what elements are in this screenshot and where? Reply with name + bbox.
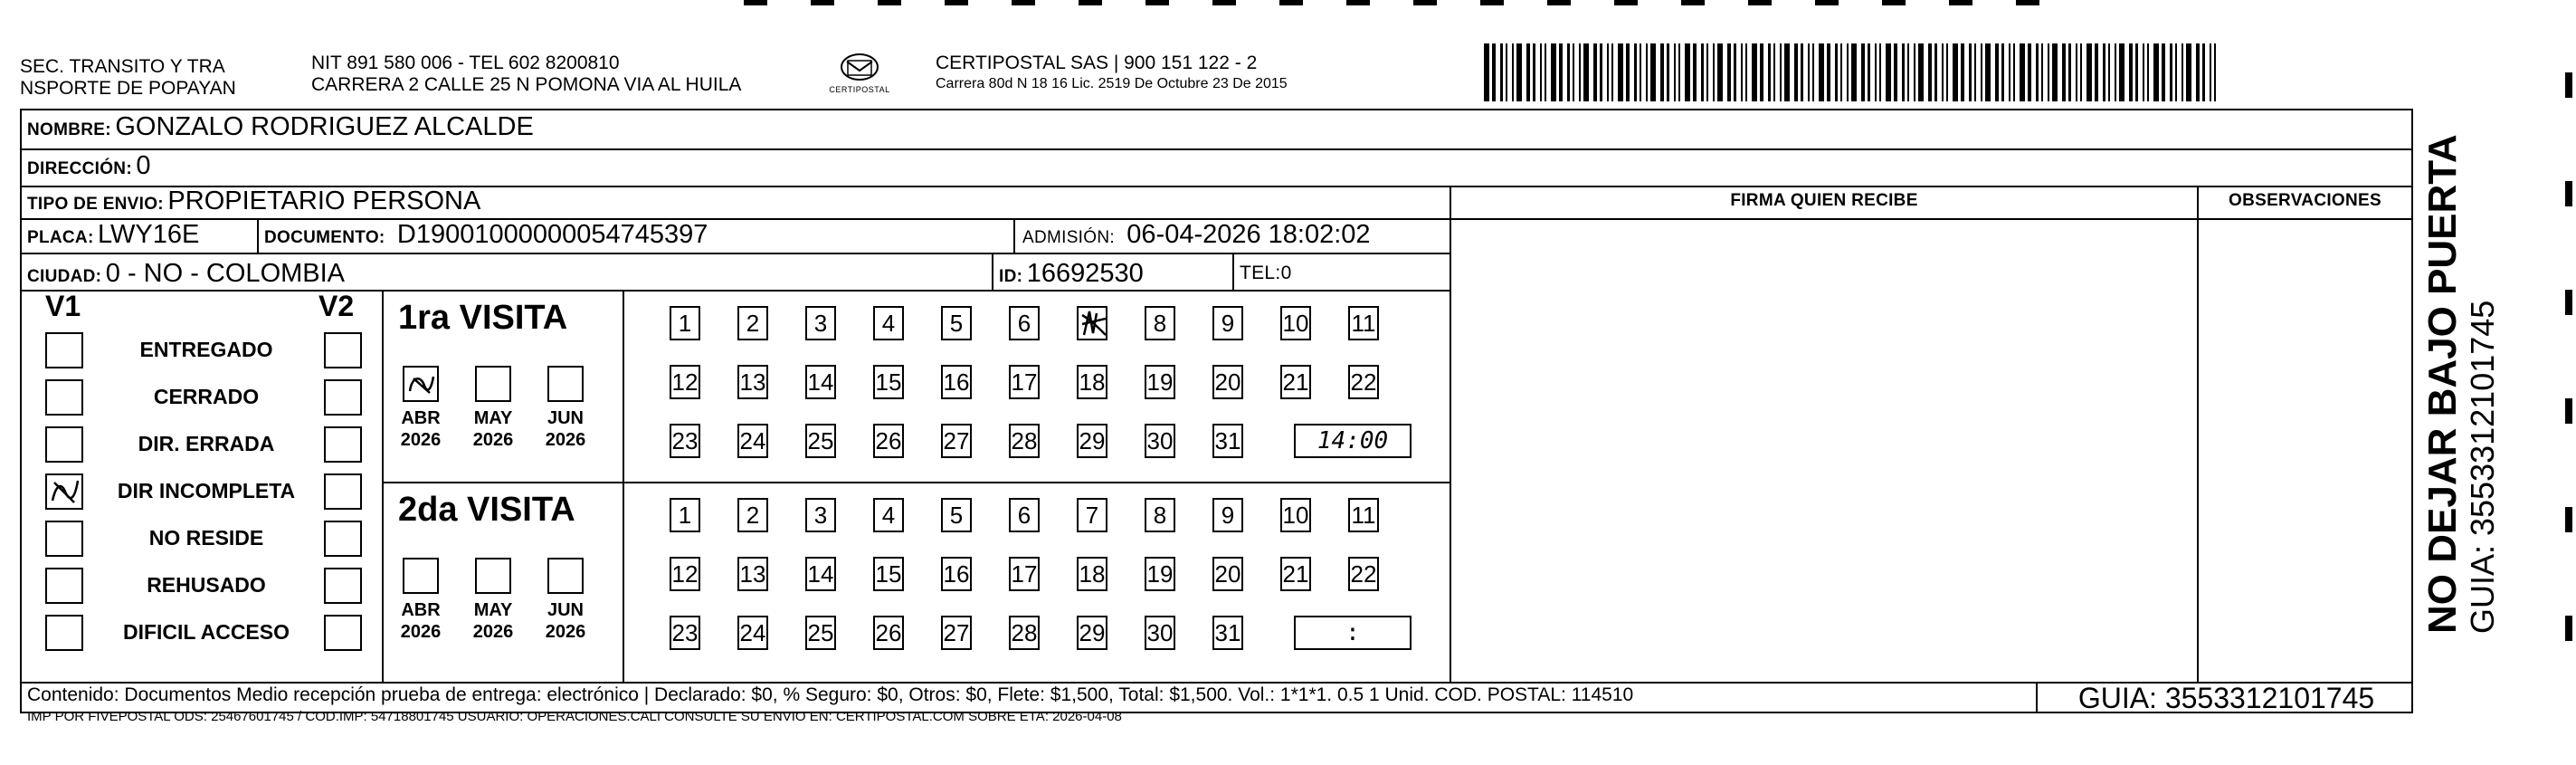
side-text bbox=[2421, 54, 2501, 634]
barcode-bar bbox=[1934, 43, 1937, 101]
barcode-bar bbox=[2080, 43, 2082, 101]
barcode-bar bbox=[2062, 43, 2066, 101]
barcode-bar bbox=[2048, 43, 2049, 101]
perforation-dash bbox=[1480, 0, 1504, 5]
barcode-bar bbox=[1618, 43, 1623, 101]
barcode-bar bbox=[1626, 43, 1630, 101]
barcode-bar bbox=[1827, 43, 1830, 101]
admision-value: 06-04-2026 18:02:02 bbox=[1126, 220, 1371, 249]
direccion-label: DIRECCIÓN: bbox=[27, 159, 132, 178]
barcode-bar bbox=[1667, 43, 1669, 101]
status-reason-label: DIR INCOMPLETA bbox=[117, 479, 296, 502]
v1-label: V1 bbox=[45, 290, 81, 322]
barcode-bar bbox=[2068, 43, 2071, 101]
perforation-dash bbox=[1079, 0, 1102, 5]
status-reason-label: CERRADO bbox=[153, 385, 260, 408]
edge-mark bbox=[2565, 181, 2572, 206]
barcode-bar bbox=[1701, 43, 1704, 101]
day-box[interactable]: 16 bbox=[941, 557, 972, 591]
day-box[interactable]: 15 bbox=[873, 557, 904, 591]
perforation-dash bbox=[1949, 0, 1972, 5]
day-box[interactable]: 7 bbox=[1077, 498, 1107, 532]
v2-checkbox[interactable] bbox=[324, 332, 362, 368]
nit-block bbox=[311, 53, 741, 96]
barcode-bar bbox=[1918, 43, 1924, 101]
barcode-bar bbox=[1974, 43, 1976, 101]
nit-line-2: CARRERA 2 CALLE 25 N POMONA VIA AL HUILA bbox=[311, 74, 742, 95]
status-reason-label: NO RESIDE bbox=[148, 526, 264, 550]
perforation-dash bbox=[1346, 0, 1370, 5]
id-label: ID: bbox=[999, 267, 1023, 286]
day-box[interactable]: 29 bbox=[1077, 616, 1107, 650]
barcode-bar bbox=[1551, 43, 1556, 101]
day-box[interactable]: 2 bbox=[737, 498, 768, 532]
barcode-bar bbox=[1861, 43, 1865, 101]
barcode-bar bbox=[1801, 43, 1803, 101]
footer-line-1: Contenido: Documentos Medio recepción prueba de entrega: electrónico | Declarado: $0, % Seguro: $0, Otros: $0, Flete: $1,500, Total: $1,500. Vol.: 1*1*1. 0.5 1 Unid. COD. POSTAL: 114510 bbox=[27, 684, 1634, 705]
day-box[interactable]: 19 bbox=[1145, 365, 1175, 399]
day-box[interactable]: 5 bbox=[941, 498, 972, 532]
v2-checkbox[interactable] bbox=[324, 379, 362, 416]
barcode-bar bbox=[1706, 43, 1708, 101]
visit-time-field[interactable]: 14:00 bbox=[1294, 424, 1412, 458]
v1-checkbox[interactable] bbox=[45, 426, 83, 463]
day-box[interactable]: 11 bbox=[1348, 306, 1379, 340]
barcode-bar bbox=[1741, 43, 1743, 101]
perforation-dash bbox=[1614, 0, 1638, 5]
month-year: 2026 bbox=[472, 622, 514, 642]
barcode-bar bbox=[1579, 43, 1581, 101]
side-warning: NO DEJAR BAJO PUERTA bbox=[2420, 134, 2465, 634]
footer-line-2: IMP POR FIVEPOSTAL ODS: 25467601745 / COD.IMP: 54718801745 USUARIO: OPERACIONES.CALI CONSULTE SU ENVIO EN: CERTIPOSTAL.COM SOBRE ETA: 2026-04-08 bbox=[27, 709, 1122, 724]
day-box[interactable]: 19 bbox=[1145, 557, 1175, 591]
sender-block bbox=[20, 56, 236, 100]
barcode-bar bbox=[2028, 43, 2031, 101]
day-box[interactable]: 9 bbox=[1212, 306, 1243, 340]
barcode-bar bbox=[1500, 43, 1503, 101]
placa-cell bbox=[27, 220, 199, 250]
handwritten-mark-icon bbox=[404, 368, 437, 400]
barcode-bar bbox=[1819, 43, 1824, 101]
barcode-bar bbox=[1526, 43, 1530, 101]
month-name: MAY bbox=[473, 408, 513, 428]
v2-label: V2 bbox=[318, 290, 355, 322]
barcode-bar bbox=[2153, 43, 2159, 101]
barcode-bar bbox=[2196, 43, 2200, 101]
month-name: ABR bbox=[401, 600, 441, 620]
month-year: 2026 bbox=[400, 430, 442, 450]
barcode-bar bbox=[1928, 43, 1932, 101]
ciudad-value: 0 - NO - COLOMBIA bbox=[105, 259, 346, 288]
month-checkbox[interactable] bbox=[403, 558, 439, 594]
documento-label: DOCUMENTO: bbox=[264, 228, 385, 247]
barcode-bar bbox=[2103, 43, 2105, 101]
nombre-label: NOMBRE: bbox=[27, 120, 111, 139]
day-box[interactable]: 13 bbox=[737, 365, 768, 399]
barcode-bar bbox=[1914, 43, 1915, 101]
barcode-bar bbox=[2020, 43, 2025, 101]
day-box[interactable]: 10 bbox=[1280, 306, 1311, 340]
certipostal-logo bbox=[814, 47, 905, 101]
day-box[interactable]: 10 bbox=[1280, 498, 1311, 532]
month-checkbox[interactable] bbox=[403, 366, 439, 402]
barcode-bar bbox=[2214, 43, 2216, 101]
day-box[interactable]: 22 bbox=[1348, 557, 1379, 591]
v2-checkbox[interactable] bbox=[324, 615, 362, 651]
barcode-bar bbox=[2186, 43, 2191, 101]
v1-checkbox[interactable] bbox=[45, 379, 83, 416]
status-reason-label: DIR. ERRADA bbox=[138, 432, 275, 455]
day-box[interactable]: 16 bbox=[941, 365, 972, 399]
day-box[interactable]: 5 bbox=[941, 306, 972, 340]
barcode-bar bbox=[1953, 43, 1958, 101]
nombre-row bbox=[27, 112, 534, 147]
barcode-bar bbox=[1593, 43, 1597, 101]
ciudad-cell bbox=[27, 259, 345, 289]
month-label bbox=[394, 407, 448, 451]
barcode-bar bbox=[1879, 43, 1881, 101]
tel-label: TEL: bbox=[1240, 263, 1281, 283]
barcode-bar bbox=[1875, 43, 1877, 101]
barcode-bar bbox=[2009, 43, 2010, 101]
barcode-graphic bbox=[1484, 43, 2224, 101]
barcode-bar bbox=[2129, 43, 2133, 101]
barcode-bar bbox=[2119, 43, 2124, 101]
day-box[interactable]: 9 bbox=[1212, 498, 1243, 532]
v2-checkbox[interactable] bbox=[324, 568, 362, 604]
ciudad-label: CIUDAD: bbox=[27, 267, 102, 286]
barcode-bar bbox=[1545, 43, 1546, 101]
v1-checkbox[interactable] bbox=[45, 521, 83, 557]
perforation-dash bbox=[744, 0, 767, 5]
day-box[interactable]: 4 bbox=[873, 306, 904, 340]
barcode-bar bbox=[1559, 43, 1563, 101]
barcode-bar bbox=[1969, 43, 1972, 101]
barcode-bar bbox=[2175, 43, 2177, 101]
placa-value: LWY16E bbox=[98, 220, 200, 249]
barcode-bar bbox=[1533, 43, 1535, 101]
tipo-label: TIPO DE ENVIO: bbox=[27, 195, 164, 214]
day-box[interactable]: 25 bbox=[805, 424, 836, 458]
day-box[interactable]: 15 bbox=[873, 365, 904, 399]
day-box[interactable]: 6 bbox=[1009, 498, 1040, 532]
perforation-dash bbox=[1145, 0, 1169, 5]
barcode-bar bbox=[2135, 43, 2138, 101]
month-name: ABR bbox=[401, 408, 441, 428]
month-name: JUN bbox=[547, 408, 584, 428]
day-box[interactable]: 13 bbox=[737, 557, 768, 591]
day-box[interactable] bbox=[1077, 306, 1107, 340]
day-box[interactable]: 24 bbox=[737, 424, 768, 458]
id-cell bbox=[999, 259, 1144, 289]
logo-text: CERTIPOSTAL bbox=[829, 85, 890, 94]
perforation-dash bbox=[878, 0, 901, 5]
barcode-bar bbox=[2202, 43, 2205, 101]
day-box[interactable]: 20 bbox=[1212, 365, 1243, 399]
day-box[interactable]: 24 bbox=[737, 616, 768, 650]
documento-value: D19001000000054745397 bbox=[396, 220, 708, 249]
month-year: 2026 bbox=[545, 622, 586, 642]
company-line-1: CERTIPOSTAL SAS | 900 151 122 - 2 bbox=[936, 53, 1258, 73]
barcode-bar bbox=[1942, 43, 1944, 101]
day-box[interactable]: 6 bbox=[1009, 306, 1040, 340]
v1-checkbox[interactable] bbox=[45, 568, 83, 604]
day-box[interactable]: 2 bbox=[737, 306, 768, 340]
v1-checkbox[interactable] bbox=[45, 332, 83, 368]
perforation-dash bbox=[1279, 0, 1303, 5]
month-name: JUN bbox=[547, 600, 584, 620]
barcode-bar bbox=[1752, 43, 1757, 101]
month-year: 2026 bbox=[472, 430, 514, 450]
sender-line-2: NSPORTE DE POPAYAN bbox=[20, 78, 236, 99]
day-box[interactable]: 23 bbox=[670, 616, 700, 650]
barcode-bar bbox=[2036, 43, 2039, 101]
tel-cell bbox=[1240, 263, 1291, 284]
barcode-bar bbox=[1540, 43, 1542, 101]
barcode-bar bbox=[2147, 43, 2149, 101]
edge-mark bbox=[2565, 398, 2572, 424]
observaciones-label: OBSERVACIONES bbox=[2229, 191, 2381, 210]
day-box[interactable]: 11 bbox=[1348, 498, 1379, 532]
day-box[interactable]: 22 bbox=[1348, 365, 1379, 399]
v1-checkbox[interactable] bbox=[45, 615, 83, 651]
day-box[interactable]: 21 bbox=[1280, 365, 1311, 399]
barcode-bar bbox=[1640, 43, 1641, 101]
admision-label: ADMISIÓN: bbox=[1022, 228, 1115, 247]
status-reason-label: DIFICIL ACCESO bbox=[122, 620, 290, 644]
barcode-bar bbox=[1660, 43, 1664, 101]
sender-line-1: SEC. TRANSITO Y TRA bbox=[20, 56, 225, 77]
perforation-dash bbox=[1547, 0, 1571, 5]
barcode-bar bbox=[1985, 43, 1991, 101]
id-value: 16692530 bbox=[1026, 259, 1144, 288]
barcode-bar bbox=[2182, 43, 2183, 101]
day-box[interactable]: 28 bbox=[1009, 424, 1040, 458]
month-label bbox=[466, 599, 520, 643]
day-box[interactable]: 1 bbox=[670, 306, 700, 340]
tipo-value: PROPIETARIO PERSONA bbox=[167, 186, 481, 215]
barcode-bar bbox=[1902, 43, 1905, 101]
perforation-dash bbox=[1815, 0, 1839, 5]
day-box[interactable]: 12 bbox=[670, 557, 700, 591]
day-box[interactable]: 21 bbox=[1280, 557, 1311, 591]
barcode-bar bbox=[1907, 43, 1909, 101]
day-box[interactable]: 18 bbox=[1077, 557, 1107, 591]
barcode-bar bbox=[2162, 43, 2165, 101]
firma-label: FIRMA QUIEN RECIBE bbox=[1730, 191, 1918, 210]
barcode-bar bbox=[2086, 43, 2092, 101]
barcode-bar bbox=[1894, 43, 1897, 101]
v2-checkbox[interactable] bbox=[324, 473, 362, 510]
month-year: 2026 bbox=[400, 622, 442, 642]
month-checkbox[interactable] bbox=[547, 366, 584, 402]
barcode-bar bbox=[1674, 43, 1676, 101]
barcode-bar bbox=[1847, 43, 1849, 101]
day-box[interactable]: 30 bbox=[1145, 424, 1175, 458]
handwritten-mark-icon bbox=[47, 475, 81, 508]
day-box[interactable]: 31 bbox=[1212, 616, 1243, 650]
barcode-bar bbox=[2041, 43, 2043, 101]
barcode-bar bbox=[1745, 43, 1747, 101]
barcode-bar bbox=[1794, 43, 1798, 101]
barcode-bar bbox=[1784, 43, 1790, 101]
day-box[interactable]: 28 bbox=[1009, 616, 1040, 650]
visit-time-field[interactable]: : bbox=[1294, 616, 1412, 650]
day-box[interactable]: 27 bbox=[941, 424, 972, 458]
day-box[interactable]: 23 bbox=[670, 424, 700, 458]
nit-line-1: NIT 891 580 006 - TEL 602 8200810 bbox=[311, 53, 620, 73]
barcode-bar bbox=[1734, 43, 1736, 101]
v2-checkbox[interactable] bbox=[324, 521, 362, 557]
barcode-bar bbox=[1713, 43, 1715, 101]
status-reason-label: ENTREGADO bbox=[139, 338, 273, 361]
barcode-bar bbox=[2143, 43, 2144, 101]
barcode-bar bbox=[1717, 43, 1723, 101]
barcode-bar bbox=[1886, 43, 1891, 101]
month-checkbox[interactable] bbox=[475, 558, 511, 594]
day-box[interactable]: 31 bbox=[1212, 424, 1243, 458]
barcode-bar bbox=[2076, 43, 2077, 101]
day-box[interactable]: 14 bbox=[805, 557, 836, 591]
day-box[interactable]: 26 bbox=[873, 424, 904, 458]
barcode-bar bbox=[1685, 43, 1690, 101]
day-box[interactable]: 8 bbox=[1145, 498, 1175, 532]
barcode-bar bbox=[1567, 43, 1570, 101]
day-box[interactable]: 3 bbox=[805, 498, 836, 532]
company-line-2: Carrera 80d N 18 16 Lic. 2519 De Octubre 23 De 2015 bbox=[936, 76, 1288, 91]
day-box[interactable]: 1 bbox=[670, 498, 700, 532]
day-box[interactable]: 4 bbox=[873, 498, 904, 532]
admision-cell bbox=[1022, 220, 1371, 250]
barcode-bar bbox=[1600, 43, 1602, 101]
edge-mark bbox=[2565, 616, 2572, 641]
barcode-bar bbox=[1808, 43, 1810, 101]
day-box[interactable]: 3 bbox=[805, 306, 836, 340]
edge-mark bbox=[2565, 507, 2572, 532]
barcode-bar bbox=[1516, 43, 1522, 101]
month-label bbox=[538, 599, 593, 643]
barcode-bar bbox=[1492, 43, 1496, 101]
perforation-dash bbox=[1748, 0, 1772, 5]
barcode-bar bbox=[1961, 43, 1964, 101]
visit-title: 1ra VISITA bbox=[398, 299, 568, 337]
barcode-bar bbox=[1773, 43, 1775, 101]
month-name: MAY bbox=[473, 600, 513, 620]
footer-guia: GUIA: 3553312101745 bbox=[2077, 682, 2375, 714]
perforation-dash bbox=[1681, 0, 1705, 5]
barcode-bar bbox=[1607, 43, 1609, 101]
perforation-dash bbox=[1012, 0, 1035, 5]
visit-title: 2da VISITA bbox=[398, 491, 575, 529]
barcode-bar bbox=[1634, 43, 1637, 101]
barcode-bar bbox=[1650, 43, 1656, 101]
perforation-dash bbox=[2016, 0, 2039, 5]
edge-mark bbox=[2565, 72, 2572, 98]
day-box[interactable]: 20 bbox=[1212, 557, 1243, 591]
barcode-bar bbox=[1646, 43, 1648, 101]
barcode-bar bbox=[1768, 43, 1771, 101]
barcode-bar bbox=[2108, 43, 2110, 101]
barcode-bar bbox=[1840, 43, 1842, 101]
day-box[interactable]: 26 bbox=[873, 616, 904, 650]
barcode-bar bbox=[2170, 43, 2172, 101]
month-checkbox[interactable] bbox=[547, 558, 584, 594]
day-box[interactable]: 25 bbox=[805, 616, 836, 650]
barcode-bar bbox=[1611, 43, 1613, 101]
day-box[interactable]: 17 bbox=[1009, 557, 1040, 591]
barcode-bar bbox=[2095, 43, 2098, 101]
barcode-bar bbox=[1760, 43, 1763, 101]
barcode-bar bbox=[1995, 43, 1999, 101]
barcode-bar bbox=[1678, 43, 1680, 101]
perforation-dash bbox=[1212, 0, 1236, 5]
month-year: 2026 bbox=[545, 430, 586, 450]
day-box[interactable]: 30 bbox=[1145, 616, 1175, 650]
barcode-bar bbox=[1573, 43, 1574, 101]
v1-checkbox[interactable] bbox=[45, 473, 83, 510]
v2-checkbox[interactable] bbox=[324, 426, 362, 463]
month-label bbox=[394, 599, 448, 643]
barcode-bar bbox=[1512, 43, 1514, 101]
tel-value: 0 bbox=[1280, 263, 1292, 283]
perforation-dash bbox=[811, 0, 834, 5]
barcode bbox=[1484, 43, 2224, 101]
company-block bbox=[936, 53, 1288, 94]
barcode-bar bbox=[2001, 43, 2004, 101]
barcode-bar bbox=[1780, 43, 1782, 101]
barcode-bar bbox=[1868, 43, 1870, 101]
barcode-bar bbox=[2052, 43, 2058, 101]
month-label bbox=[466, 407, 520, 451]
perforation-dash bbox=[1413, 0, 1437, 5]
barcode-bar bbox=[1812, 43, 1814, 101]
edge-mark bbox=[2565, 290, 2572, 315]
barcode-bar bbox=[2115, 43, 2116, 101]
nombre-value: GONZALO RODRIGUEZ ALCALDE bbox=[115, 112, 534, 141]
day-box[interactable]: 17 bbox=[1009, 365, 1040, 399]
perforation-dash bbox=[1882, 0, 1906, 5]
barcode-bar bbox=[2210, 43, 2211, 101]
documento-cell bbox=[264, 220, 708, 250]
barcode-bar bbox=[1506, 43, 1507, 101]
day-box[interactable]: 12 bbox=[670, 365, 700, 399]
perforation-dash bbox=[945, 0, 968, 5]
direccion-row bbox=[27, 151, 151, 181]
barcode-bar bbox=[1693, 43, 1697, 101]
barcode-bar bbox=[1835, 43, 1838, 101]
barcode-bar bbox=[1484, 43, 1489, 101]
day-box[interactable]: 18 bbox=[1077, 365, 1107, 399]
barcode-bar bbox=[1946, 43, 1948, 101]
day-box[interactable]: 29 bbox=[1077, 424, 1107, 458]
barcode-bar bbox=[1727, 43, 1731, 101]
barcode-bar bbox=[1981, 43, 1982, 101]
barcode-bar bbox=[2013, 43, 2015, 101]
barcode-bar bbox=[1851, 43, 1857, 101]
day-box[interactable]: 8 bbox=[1145, 306, 1175, 340]
day-box[interactable]: 27 bbox=[941, 616, 972, 650]
barcode-bar bbox=[1583, 43, 1589, 101]
tipo-row bbox=[27, 186, 480, 216]
month-checkbox[interactable] bbox=[475, 366, 511, 402]
day-box[interactable]: 14 bbox=[805, 365, 836, 399]
side-guia: GUIA: 3553312101745 bbox=[2464, 300, 2501, 634]
placa-label: PLACA: bbox=[27, 228, 94, 247]
direccion-value: 0 bbox=[136, 151, 151, 180]
status-reason-label: REHUSADO bbox=[147, 573, 266, 597]
month-label bbox=[538, 407, 593, 451]
